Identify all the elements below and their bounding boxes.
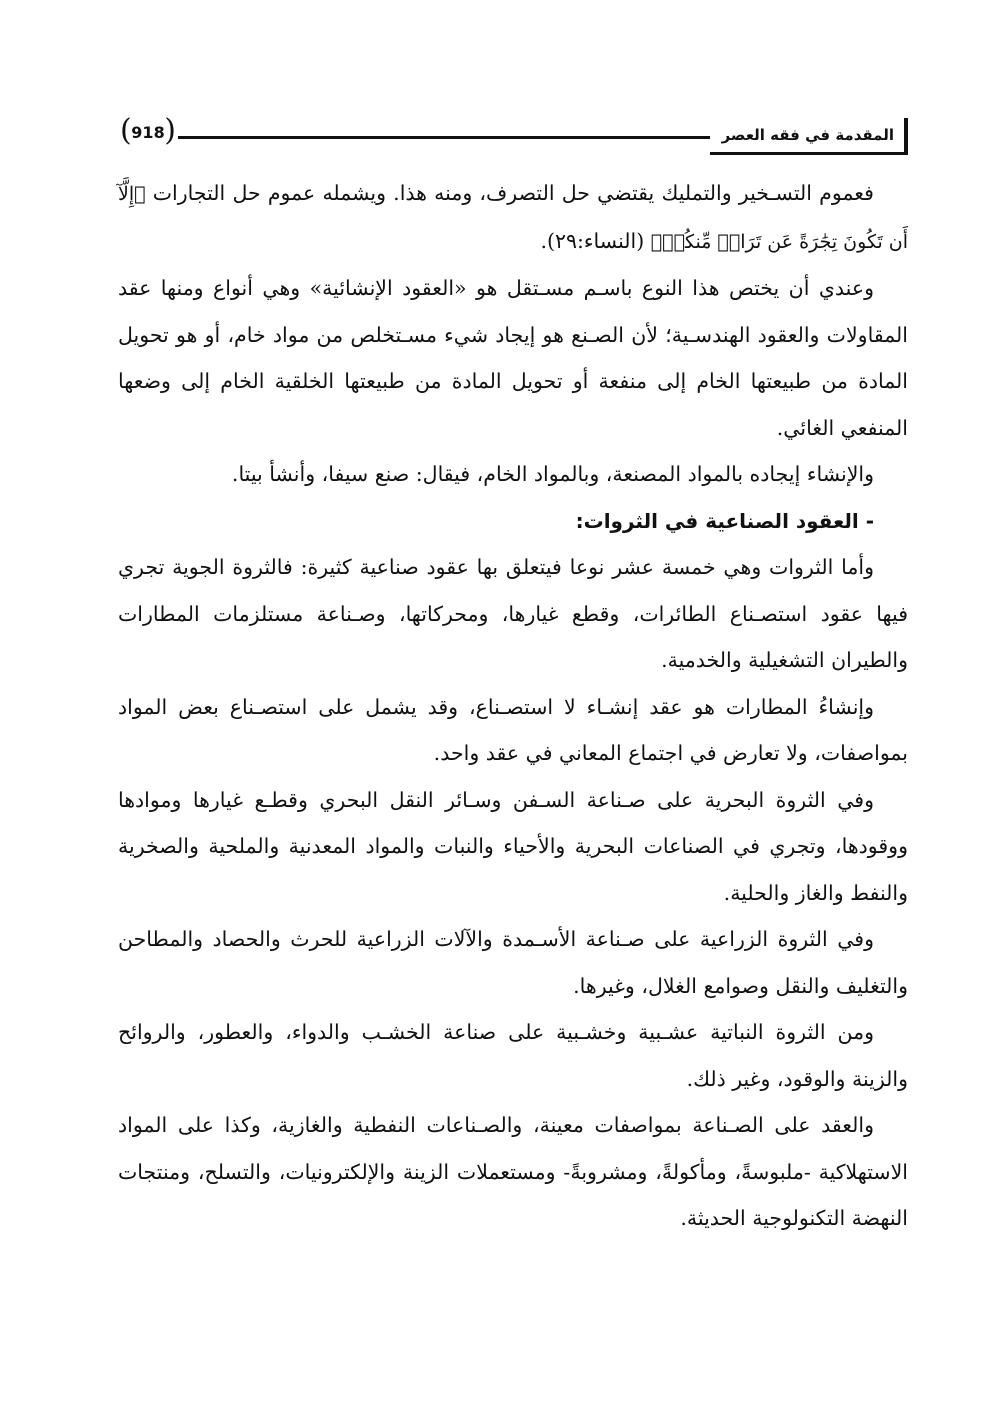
paragraph: وفي الثروة البحرية على صـناعة السـفن وسـائر النقل البحري وقطـع غيارها وموادها ووقودها، وتجري في الصناعات البحرية والأحياء والنبات والمواد المعدنية والملحية والصخرية والنفط والغاز والحلية. [118, 787, 908, 905]
book-title: المقدمة في فقه العصر [710, 118, 908, 155]
paragraph: وفي الثروة الزراعية على صـناعة الأسـمدة والآلات الزراعية للحرث والحصاد والمطاحن والتغليف والنقل وصوامع الغلال، وغيرها. [118, 927, 908, 998]
paragraph-text: فعموم التسـخير والتمليك يقتضي حل التصرف، ومنه هذا. ويشمله عموم حل التجارات [152, 181, 874, 205]
page-header [118, 118, 908, 158]
paragraph: وأما الثروات وهي خمسة عشر نوعا فيتعلق بها عقود صناعية كثيرة: فالثروة الجوية تجري فيها عقود استصـناع الطائرات، وقطع غيارها، ومحركاتها، وصـناعة مستلزمات المطارات والطيران التشغيلية والخدمية. [118, 555, 908, 672]
paragraph: وإنشاءُ المطارات هو عقد إنشـاء لا استصـناع، وقد يشمل على استصـناع بعض المواد بمواصفات، ولا تعارض في اجتماع المعاني في عقد واحد. [118, 694, 908, 765]
page-body [118, 170, 908, 1242]
quran-verse: ﴿إِلَّآ أَن تَكُونَ تِجَٰرَةً عَن تَرَاضٖ مِّنكُمۡ﴾ [118, 183, 908, 253]
paragraph [118, 170, 908, 265]
paragraph: والعقد على الصـناعة بمواصفات معينة، والصـناعات النفطية والغازية، وكذا على المواد الاستهلاكية -ملبوسةً، ومأكولةً، ومشروبةً- ومستعملات الزينة والإلكترونيات، والتسلح، ومنتجات النهضة التكنولوجية الحديثة. [118, 1113, 908, 1230]
paragraph: ومن الثروة النباتية عشـبية وخشـبية على صناعة الخشـب والدواء، والعطور، والروائح والزينة والوقود، وغير ذلك. [118, 1020, 908, 1091]
paragraph: والإنشاء إيجاده بالمواد المصنعة، وبالمواد الخام، فيقال: صنع سيفا، وأنشأ بيتا. [231, 462, 874, 486]
paragraph: وعندي أن يختص هذا النوع باسـم مسـتقل هو «العقود الإنشائية» وهي أنواع ومنها عقد المقاولات والعقود الهندسـية؛ لأن الصـنع هو إيجاد شيء مسـتخلص من مواد خام، أو هو تحويل المادة من طبيعتها الخام إلى منفعة أو تحويل المادة من طبيعتها الخلقية الخام إلى وضعها المنفعي الغائي. [118, 276, 908, 440]
section-heading: - العقود الصناعية في الثروات: [575, 508, 874, 533]
verse-citation: (النساء:٢٩). [540, 228, 645, 253]
page-number: ( 918 ) [118, 112, 178, 152]
